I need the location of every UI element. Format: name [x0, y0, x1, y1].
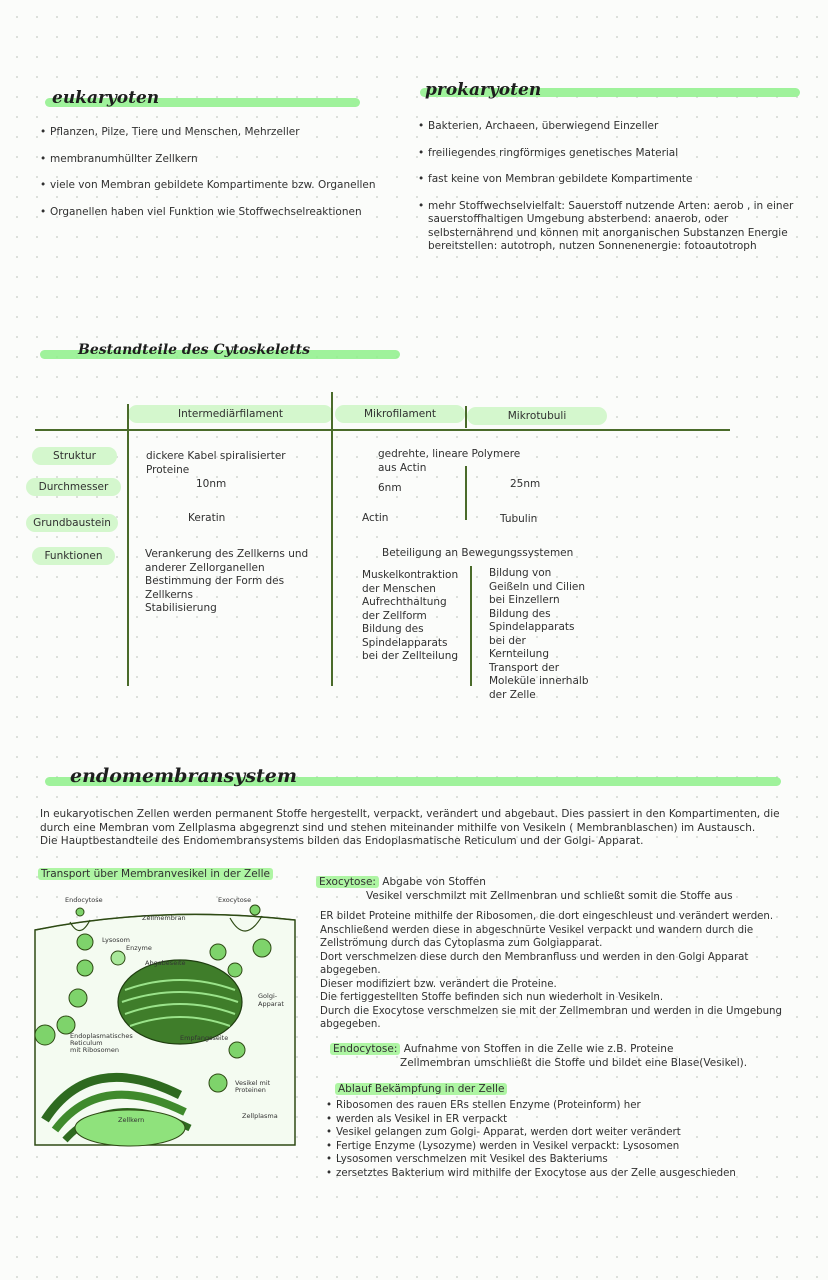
exocytose-label: Exocytose:: [316, 876, 379, 888]
er-line: Die fertiggestellten Stoffe befinden sich nun wiederholt in Vesikeln.: [320, 992, 664, 1003]
table-divider: [331, 392, 333, 686]
er-line: Durch die Exocytose verschmelzen sie mit der Zellmembran und werden in die Umgebung: [320, 1005, 782, 1017]
list-item: • Lysosomen verschmelzen mit Vesikel des Bakteriums: [326, 1153, 821, 1167]
table-divider: [127, 404, 129, 686]
endocytose-block: [330, 1043, 820, 1070]
endocytose-line1: Aufnahme von Stoffen in die Zelle wie z.B. Proteine: [403, 1043, 674, 1055]
vesicle: [209, 1074, 227, 1092]
cell-grundbaustein-intermediar: Keratin: [188, 512, 226, 524]
label-endocytose: Endocytose: [65, 896, 103, 904]
cell-struktur-mikro: gedrehte, lineare Polymere aus Actin: [378, 448, 521, 474]
cell-durchmesser-mikrotubuli: 25nm: [510, 478, 541, 490]
list-item: • werden als Vesikel in ER verpackt: [326, 1113, 821, 1127]
row-label-struktur: Struktur: [32, 447, 117, 465]
er-line: ER bildet Proteine mithilfe der Ribosomen, die dort eingeschleust und verändert werden.: [320, 911, 774, 922]
er-line: Dort verschmelzen diese durch den Membranfluss und werden in den Golgi Apparat: [320, 951, 749, 963]
list-item: • Vesikel gelangen zum Golgi- Apparat, werden dort weiter verändert: [326, 1126, 821, 1140]
exocytose-block: [316, 876, 816, 903]
lysosome: [111, 951, 125, 965]
exocytose-line1: Abgabe von Stoffen: [382, 876, 486, 888]
cytoskelett-title: Bestandteile des Cytoskeletts: [78, 342, 310, 358]
eukaryoten-title: eukaryoten: [52, 88, 160, 108]
list-item: • viele von Membran gebildete Kompartimente bzw. Organellen: [40, 179, 380, 193]
label-er-2: Reticulum: [70, 1039, 103, 1047]
label-er-3: mit Ribosomen: [70, 1046, 119, 1054]
cell-funktionen-intermediar: Verankerung des Zellkerns und anderer Zellorganellen Bestimmung der Form des Zellkerns Stabilisierung: [145, 548, 309, 614]
label-abgabeseite: Abgabeseite: [145, 959, 186, 967]
cell-funktionen-mikrofilament: Muskelkontraktion der Menschen Aufrechthaltung der Zellform Bildung des Spindelapparats bei der Zellteilung: [362, 569, 459, 662]
endomembran-intro: [40, 808, 820, 849]
vesicle: [77, 934, 93, 950]
column-header-mikrotubuli: Mikrotubuli: [467, 407, 607, 425]
er-line: Dieser modifiziert bzw. verändert die Proteine.: [320, 978, 557, 990]
label-lysosom: Lysosom: [102, 936, 130, 944]
list-item: • Fertige Enzyme (Lysozyme) werden in Vesikel verpackt: Lysosomen: [326, 1140, 821, 1154]
transport-title: [38, 868, 273, 882]
vesicle: [229, 1042, 245, 1058]
golgi-apparatus: [118, 960, 242, 1044]
column-header-mikrofilament: Mikrofilament: [335, 405, 465, 423]
label-zellkern: Zellkern: [118, 1116, 145, 1124]
intro-line: Die Hauptbestandteile des Endomembransystems bilden das Endoplasmatische Reticulum und der Golgi- Apparat.: [40, 835, 644, 847]
label-enzyme: Enzyme: [126, 944, 152, 952]
label-empfangsseite: Empfangsseite: [180, 1034, 229, 1042]
intro-line: In eukaryotischen Zellen werden permanent Stoffe hergestellt, verpackt, verändert und abgebaut. Dies passiert in den Kompartimenten, die: [40, 808, 780, 820]
endocytosis-particle: [76, 908, 84, 916]
exocytosis-vesicle: [250, 905, 260, 915]
er-line: Zellströmung durch das Cytoplasma zum Golgiapparat.: [320, 938, 603, 949]
vesicle: [210, 944, 226, 960]
list-item: • Organellen haben viel Funktion wie Stoffwechselreaktionen: [40, 206, 380, 220]
list-item: • Ribosomen des rauen ERs stellen Enzyme (Proteinform) her: [326, 1099, 821, 1113]
endocytose-label: Endocytose:: [330, 1043, 400, 1055]
list-item: • Bakterien, Archaeen, überwiegend Einzeller: [418, 120, 813, 134]
transport-title-text: Transport über Membranvesikel in der Zelle: [38, 868, 273, 880]
bekaempfung-title: [335, 1083, 507, 1097]
table-header-line: [35, 429, 730, 431]
endomembrane-diagram: [30, 890, 300, 1150]
list-item: • fast keine von Membran gebildete Kompartimente: [418, 173, 813, 187]
list-item: • zersetztes Bakterium wird mithilfe der Exocytose aus der Zelle ausgeschieden: [326, 1167, 821, 1181]
label-golgi-2: Apparat: [258, 1000, 284, 1008]
vesicle: [69, 989, 87, 1007]
prokaryoten-list: [418, 120, 813, 254]
er-line: Anschließend werden diese in abgeschnürte Vesikel verpackt und wandern durch die: [320, 924, 754, 936]
list-item: • freiliegendes ringförmiges genetisches Material: [418, 147, 813, 161]
row-label-durchmesser: Durchmesser: [26, 478, 121, 496]
vesicle: [253, 939, 271, 957]
list-item: • membranumhüllter Zellkern: [40, 153, 380, 167]
prokaryoten-title: prokaryoten: [425, 80, 542, 100]
intro-line: durch eine Membran vom Zellplasma abgegrenzt sind und stehen miteinander mithilfe von Vesikeln ( Membranblaschen) im Austausch.: [40, 821, 756, 834]
label-exocytose: Exocytose: [218, 896, 252, 904]
er-line: abgegeben.: [320, 1019, 381, 1030]
vesicle: [77, 960, 93, 976]
label-zellmembran: Zellmembran: [142, 914, 186, 922]
list-item: • mehr Stoffwechselvielfalt: Sauerstoff nutzende Arten: aerob , in einer sauerstoffhaltigen Umgebung absterbend: anaerob, oder selbsternährend und können mit anorganischen Substanzen Energie bereitstellen: autotroph, nutzen Sonnenenergie: fotoautotroph: [418, 200, 813, 254]
list-item: • Pflanzen, Pilze, Tiere und Menschen, Mehrzeller: [40, 126, 380, 140]
endomembran-title: endomembransystem: [70, 765, 297, 787]
vesicle: [35, 1025, 55, 1045]
column-header-intermediar: Intermediärfilament: [128, 405, 333, 423]
label-er: Endoplasmatisches: [70, 1032, 133, 1040]
vesicle: [228, 963, 242, 977]
cell-struktur-intermediar: dickere Kabel spiralisierter Proteine: [146, 450, 286, 476]
bekaempfung-list: [326, 1099, 821, 1180]
table-divider: [465, 406, 467, 428]
label-vesikel-2: Proteinen: [235, 1086, 266, 1094]
er-line: abgegeben.: [320, 965, 381, 976]
label-vesikel: Vesikel mit: [235, 1079, 271, 1087]
bekaempfung-title-text: Ablauf Bekämpfung in der Zelle: [335, 1083, 507, 1095]
cell-durchmesser-intermediar: 10nm: [196, 478, 227, 490]
cell-funktionen-mikrotubuli: Bildung von Geißeln und Cilien bei Einzellern Bildung des Spindelapparats bei der Kernteilung Transport der Moleküle innerhalb der Zelle: [489, 567, 589, 701]
row-label-funktionen: Funktionen: [32, 547, 115, 565]
label-zellplasma: Zellplasma: [242, 1112, 278, 1120]
er-text: [320, 910, 820, 1032]
cell-funktionen-mikro: Beteiligung an Bewegungssystemen: [382, 547, 574, 559]
table-divider: [470, 566, 472, 686]
cell-durchmesser-mikrofilament: 6nm: [378, 482, 402, 494]
exocytose-line2: Vesikel verschmilzt mit Zellmenbran und schließt somit die Stoffe aus: [366, 889, 733, 902]
label-golgi: Golgi-: [258, 992, 278, 1000]
eukaryoten-list: [40, 126, 380, 219]
row-label-grundbaustein: Grundbaustein: [26, 514, 118, 532]
endocytose-line2: Zellmembran umschließt die Stoffe und bildet eine Blase(Vesikel).: [400, 1056, 748, 1069]
cell-grundbaustein-mikrofilament: Actin: [362, 512, 389, 524]
cell-grundbaustein-mikrotubuli: Tubulin: [500, 513, 538, 525]
